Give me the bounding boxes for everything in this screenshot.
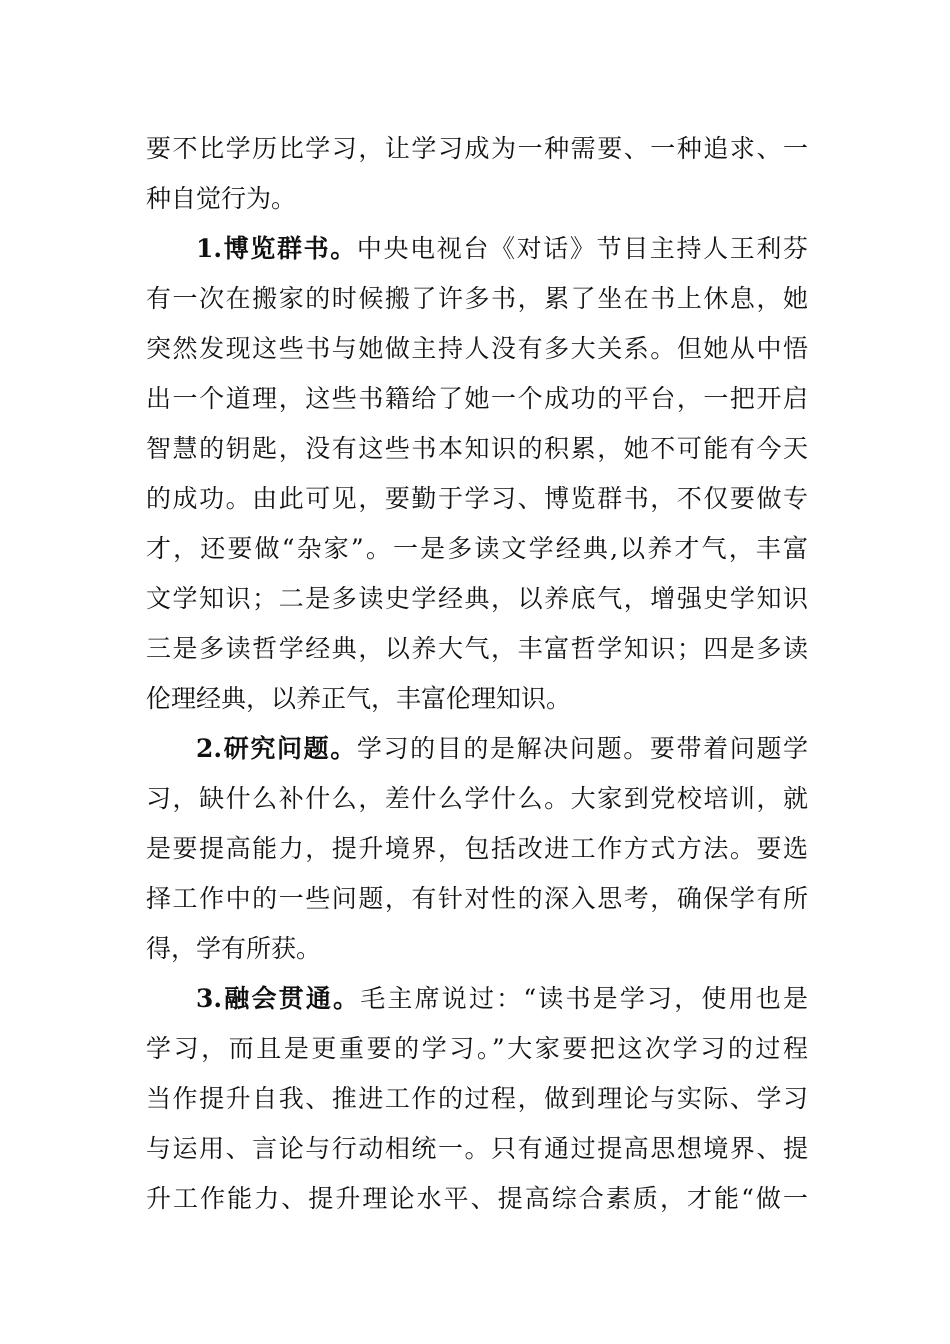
text-line: 种自觉行为。 xyxy=(146,184,297,213)
text-line: 习，缺什么补什么，差什么学什么。大家到党校培训，就 xyxy=(146,784,808,813)
document-body xyxy=(146,124,808,1224)
text-line: 三是多读哲学经典，以养大气，丰富哲学知识；四是多读 xyxy=(146,634,808,663)
text-line: 突然发现这些书与她做主持人没有多大关系。但她从中悟 xyxy=(146,334,808,363)
text-line: 是要提高能力，提升境界，包括改进工作方式方法。要选 xyxy=(146,834,808,863)
text-line: 智慧的钥匙，没有这些书本知识的积累，她不可能有今天 xyxy=(146,434,808,463)
text-line: 择工作中的一些问题，有针对性的深入思考，确保学有所 xyxy=(146,884,808,913)
section-heading-line: 2.研究问题。学习的目的是解决问题。要带着问题学 xyxy=(196,734,808,763)
text-line: 升工作能力、提升理论水平、提高综合素质，才能“做一 xyxy=(146,1184,808,1213)
section-heading: 1.博览群书。 xyxy=(196,234,357,263)
section-heading-line: 1.博览群书。中央电视台《对话》节目主持人王利芬 xyxy=(196,234,808,263)
section-heading: 3.融会贯通。 xyxy=(196,984,361,1013)
section-heading: 2.研究问题。 xyxy=(196,734,357,763)
text-line: 文学知识；二是多读史学经典，以养底气，增强史学知识 xyxy=(146,584,808,613)
text-line: 与运用、言论与行动相统一。只有通过提高思想境界、提 xyxy=(146,1134,808,1163)
text-line: 出一个道理，这些书籍给了她一个成功的平台，一把开启 xyxy=(146,384,808,413)
text-line: 要不比学历比学习，让学习成为一种需要、一种追求、一 xyxy=(146,134,808,163)
text-line: 学习，而且是更重要的学习。”大家要把这次学习的过程 xyxy=(146,1034,808,1063)
text-line: 的成功。由此可见，要勤于学习、博览群书，不仅要做专 xyxy=(146,484,808,513)
text-line: 得，学有所获。 xyxy=(146,934,322,963)
text-line: 有一次在搬家的时候搬了许多书，累了坐在书上休息，她 xyxy=(146,284,808,313)
text-line: 才，还要做“杂家”。一是多读文学经典,以养才气，丰富 xyxy=(146,534,808,563)
text-line: 当作提升自我、推进工作的过程，做到理论与实际、学习 xyxy=(146,1084,808,1113)
section-heading-line: 3.融会贯通。毛主席说过：“读书是学习，使用也是 xyxy=(196,984,808,1013)
text-line: 伦理经典，以养正气，丰富伦理知识。 xyxy=(146,684,572,713)
